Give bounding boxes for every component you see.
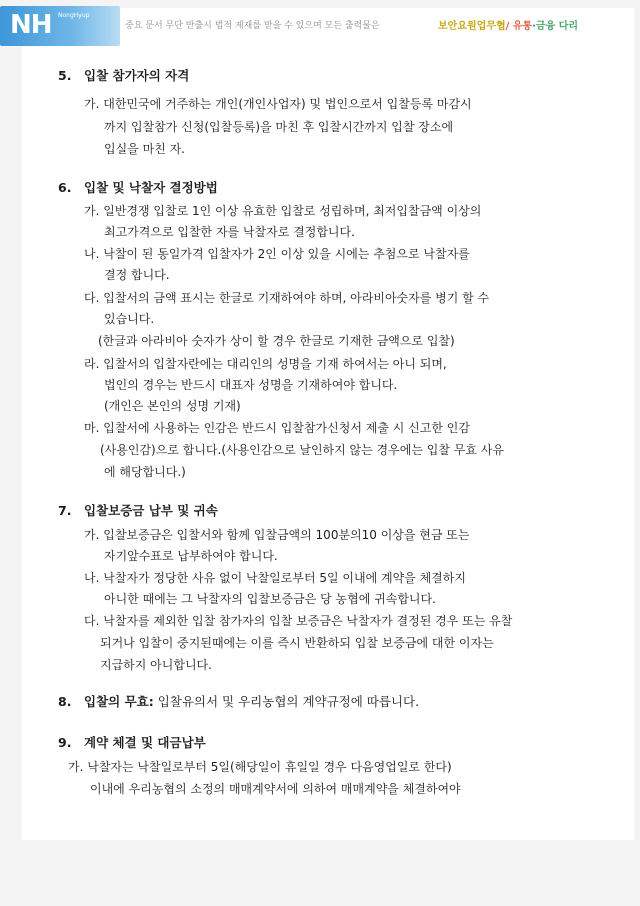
body-text-line: 나. 낙찰이 된 동일가격 입찰자가 2인 이상 있을 시에는 추첨으로 낙찰자를	[84, 247, 470, 261]
body-text-line: 라. 입찰서의 입찰자란에는 대리인의 성명을 기재 하여서는 아니 되며,	[84, 357, 447, 371]
body-text-line: 있습니다.	[104, 312, 155, 326]
section-heading	[58, 694, 419, 710]
section-title: 입찰 참가자의 자격	[84, 68, 190, 83]
section-number: 8.	[58, 694, 72, 709]
body-text-line: 가. 입찰보증금은 입찰서와 함께 입찰금액의 100분의10 이상을 현금 또는	[84, 528, 470, 542]
section-heading	[58, 180, 218, 196]
logo-subtext: NongHyup	[58, 12, 90, 19]
section-heading	[58, 735, 206, 751]
section-number: 9.	[58, 735, 72, 750]
body-text-line: 가. 낙찰자는 낙찰일로부터 5일(해당일이 휴일일 경우 다음영업일로 한다)	[68, 760, 452, 774]
body-text-line: 지급하지 아니합니다.	[100, 658, 212, 672]
section-number: 6.	[58, 180, 72, 195]
body-text-line: 법인의 경우는 반드시 대표자 성명을 기재하여야 합니다.	[104, 378, 398, 392]
body-text-line: 가. 대한민국에 거주하는 개인(개인사업자) 및 법인으로서 입찰등록 마감시	[84, 97, 472, 111]
security-notice: 중요 문서 무단 반출시 법적 제재를 받을 수 있으며 모든 출력물은	[125, 21, 380, 31]
body-text-line: 다. 입찰서의 금액 표시는 한글로 기재하여야 하며, 아라비아숫자를 병기 할 수	[84, 291, 490, 305]
body-text-line: 입실을 마친 자.	[104, 142, 185, 156]
body-text-line: (개인은 본인의 성명 기재)	[104, 399, 241, 413]
brand-part: /	[505, 21, 510, 32]
body-text-line: 나. 낙찰자가 정당한 사유 없이 낙찰일로부터 5일 이내에 계약을 체결하지	[84, 571, 466, 585]
brand-part: 금융 다리	[535, 21, 579, 32]
body-text-line: 결정 합니다.	[104, 268, 170, 282]
body-text-line: 에 해당합니다.)	[104, 465, 186, 479]
body-text-line: 자기앞수표로 납부하여야 합니다.	[104, 549, 278, 563]
body-text-line: 다. 낙찰자를 제외한 입찰 참가자의 입찰 보증금은 낙찰자가 결정된 경우 또는 유찰	[84, 614, 513, 628]
body-text-line: 이내에 우리농협의 소정의 매매계약서에 의하여 매매계약을 체결하여야	[90, 782, 461, 796]
body-text-line: (사용인감)으로 합니다.(사용인감으로 날인하지 않는 경우에는 입찰 무효 사유	[100, 443, 504, 457]
section-number: 5.	[58, 68, 72, 83]
section-title: 입찰 및 낙찰자 결정방법	[84, 180, 218, 195]
body-text-line: 최고가격으로 입찰한 자를 낙찰자로 결정합니다.	[104, 225, 355, 239]
body-text-line: 까지 입찰참가 신청(입찰등록)을 마친 후 입찰시간까지 입찰 장소에	[104, 120, 454, 134]
body-text-line: 가. 일반경쟁 입찰로 1인 이상 유효한 입찰로 성립하며, 최저입찰금액 이상의	[84, 204, 482, 218]
section-number: 7.	[58, 503, 72, 518]
brand-part: 보안요원업무협	[438, 21, 506, 32]
brand-slogan: 보안요원업무협/ 유통·금융 다리	[438, 21, 579, 32]
brand-part: 유통	[512, 21, 533, 32]
body-text-line: 아니한 때에는 그 낙찰자의 입찰보증금은 당 농협에 귀속합니다.	[104, 592, 436, 606]
section-title: 입찰보증금 납부 및 귀속	[84, 503, 218, 518]
body-text-line: 마. 입찰서에 사용하는 인감은 반드시 입찰참가신청서 제출 시 신고한 인감	[84, 421, 470, 435]
nh-logo	[0, 6, 120, 46]
body-text-line: (한글과 아라비아 숫자가 상이 할 경우 한글로 기재한 금액으로 입찰)	[98, 334, 455, 348]
logo-text: NH	[10, 10, 52, 40]
section-title: 계약 체결 및 대금납부	[84, 735, 206, 750]
section-heading	[58, 68, 189, 84]
body-text-line: 되거나 입찰이 중지된때에는 이를 즉시 반환하되 입찰 보증금에 대한 이자는	[100, 636, 494, 650]
section-heading	[58, 503, 218, 519]
section-inline-text: 입찰유의서 및 우리농협의 계약규정에 따릅니다.	[153, 694, 420, 709]
section-title: 입찰의 무효:	[84, 694, 154, 709]
